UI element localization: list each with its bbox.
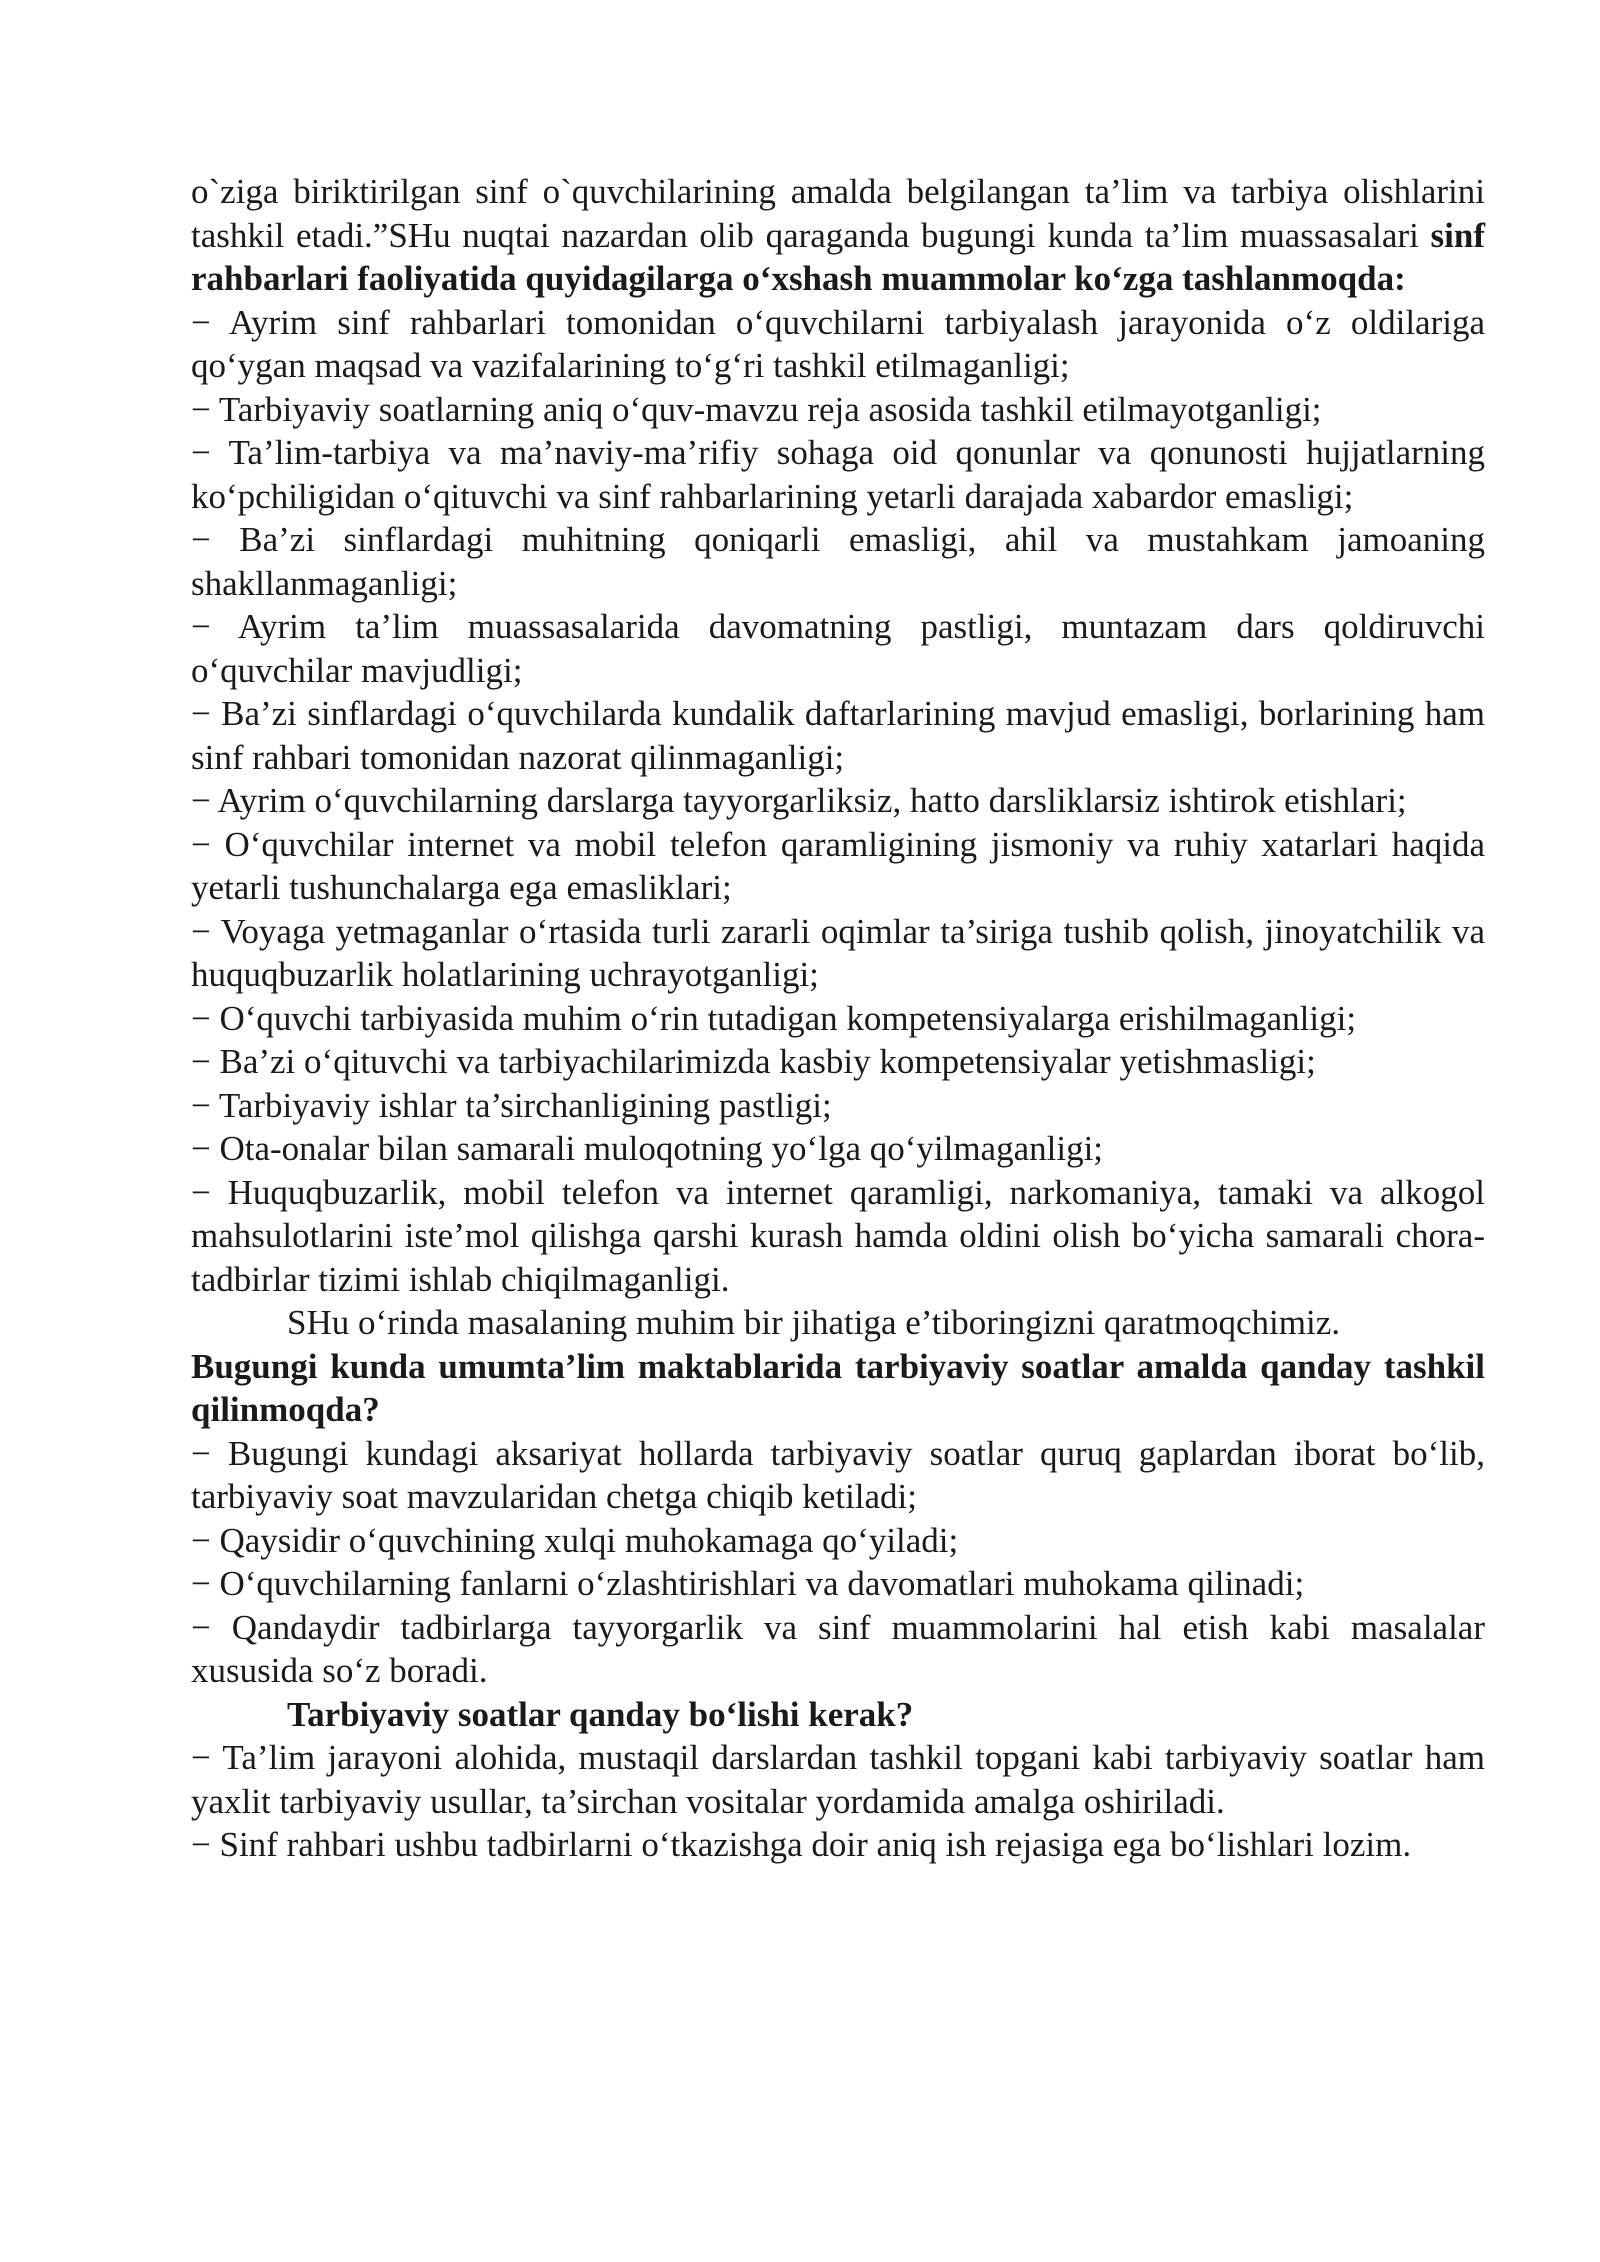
problem-item: − Ba’zi sinflardagi muhitning qoniqarli emasligi, ahil va mustahkam jamoaning shakllanmaganligi; — [191, 520, 1485, 603]
section2-question-text: Bugungi kunda umumta’lim maktablarida tarbiyaviy soatlar amalda qanday tashkil qilinmoqda? — [191, 1346, 1485, 1429]
intro-paragraph — [191, 170, 1485, 301]
problem-item: − Ayrim o‘quvchilarning darslarga tayyorgarliksiz, hatto darsliklarsiz ishtirok etishlari; — [191, 781, 1407, 820]
section3-heading-text: Tarbiyaviy soatlar qanday bo‘lishi kerak? — [287, 1694, 914, 1734]
section2-item: − Qandaydir tadbirlarga tayyorgarlik va sinf muammolarini hal etish kabi masalalar xususida so‘z boradi. — [191, 1607, 1485, 1690]
section3-heading — [191, 1693, 1485, 1737]
problem-item: − Voyaga yetmaganlar o‘rtasida turli zararli oqimlar ta’siriga tushib qolish, jinoyatchilik va huquqbuzarlik holatlarining uchrayotganligi; — [191, 911, 1485, 994]
problem-item: − Ota-onalar bilan samarali muloqotning yo‘lga qo‘yilmaganligi; — [191, 1129, 1104, 1168]
section3-item: − Ta’lim jarayoni alohida, mustaqil darslardan tashkil topgani kabi tarbiyaviy soatlar ham yaxlit tarbiyaviy usullar, ta’sirchan vositalar yordamida amalga oshiriladi. — [191, 1738, 1485, 1821]
problem-item: − O‘quvchilar internet va mobil telefon qaramligining jismoniy va ruhiy xatarlari haqida yetarli tushunchalarga ega emasliklari; — [191, 824, 1485, 907]
problem-item: − O‘quvchi tarbiyasida muhim o‘rin tutadigan kompetensiyalarga erishilmaganligi; — [191, 998, 1357, 1038]
problem-item: − Ta’lim-tarbiya va ma’naviy-ma’rifiy sohaga oid qonunlar va qonunosti hujjatlarning ko‘pchiligidan o‘qituvchi va sinf rahbarlarining yetarli darajada xabardor emasligi; — [191, 433, 1485, 516]
section2-item: − O‘quvchilarning fanlarni o‘zlashtirishlari va davomatlari muhokama qilinadi; — [191, 1564, 1305, 1603]
problem-item: − Ba’zi o‘qituvchi va tarbiyachilarimizda kasbiy kompetensiyalar yetishmasligi; — [191, 1042, 1316, 1081]
section2-lead: SHu o‘rinda masalaning muhim bir jihatiga e’tiboringizni qaratmoqchimiz. — [287, 1303, 1341, 1342]
section2-question — [191, 1345, 1485, 1432]
intro-text: o`ziga biriktirilgan sinf o`quvchilarining amalda belgilangan ta’lim va tarbiya olishlarini tashkil etadi.”SHu nuqtai nazardan olib qaraganda bugungi kunda ta’lim muassasalari — [191, 172, 1485, 255]
problem-item: − Ayrim sinf rahbarlari tomonidan o‘quvchilarni tarbiyalash jarayonida o‘z oldilariga qo‘ygan maqsad va vazifalarining to‘g‘ri tashkil etilmaganligi; — [191, 302, 1485, 385]
problem-item: − Huquqbuzarlik, mobil telefon va internet qaramligi, narkomaniya, tamaki va alkogol mahsulotlarini iste’mol qilishga qarshi kurash hamda oldini olish bo‘yicha samarali chora-tadbirlar tizimi ishlab chiqilmaganligi. — [191, 1172, 1485, 1299]
problem-item: − Tarbiyaviy ishlar ta’sirchanligining pastligi; — [191, 1085, 832, 1125]
section2-item: − Bugungi kundagi aksariyat hollarda tarbiyaviy soatlar quruq gaplardan iborat bo‘lib, tarbiyaviy soat mavzularidan chetga chiqib ketiladi; — [191, 1433, 1485, 1516]
problem-item: − Ayrim ta’lim muassasalarida davomatning pastligi, muntazam dars qoldiruvchi o‘quvchilar mavjudligi; — [191, 607, 1485, 690]
problem-item: − Ba’zi sinflardagi o‘quvchilarda kundalik daftarlarining mavjud emasligi, borlarining ham sinf rahbari tomonidan nazorat qilinmaganligi; — [191, 694, 1485, 777]
problem-item: − Tarbiyaviy soatlarning aniq o‘quv-mavzu reja asosida tashkil etilmayotganligi; — [191, 389, 1322, 429]
intro-bold-heading: sinf rahbarlari faoliyatida quyidagilarga o‘xshash muammolar ko‘zga tashlanmoqda: — [191, 215, 1485, 298]
section2-item: − Qaysidir o‘quvchining xulqi muhokamaga qo‘yiladi; — [191, 1520, 959, 1560]
document-page — [191, 170, 1485, 1867]
section3-item: − Sinf rahbari ushbu tadbirlarni o‘tkazishga doir aniq ish rejasiga ega bo‘lishlari lozim. — [191, 1825, 1412, 1864]
